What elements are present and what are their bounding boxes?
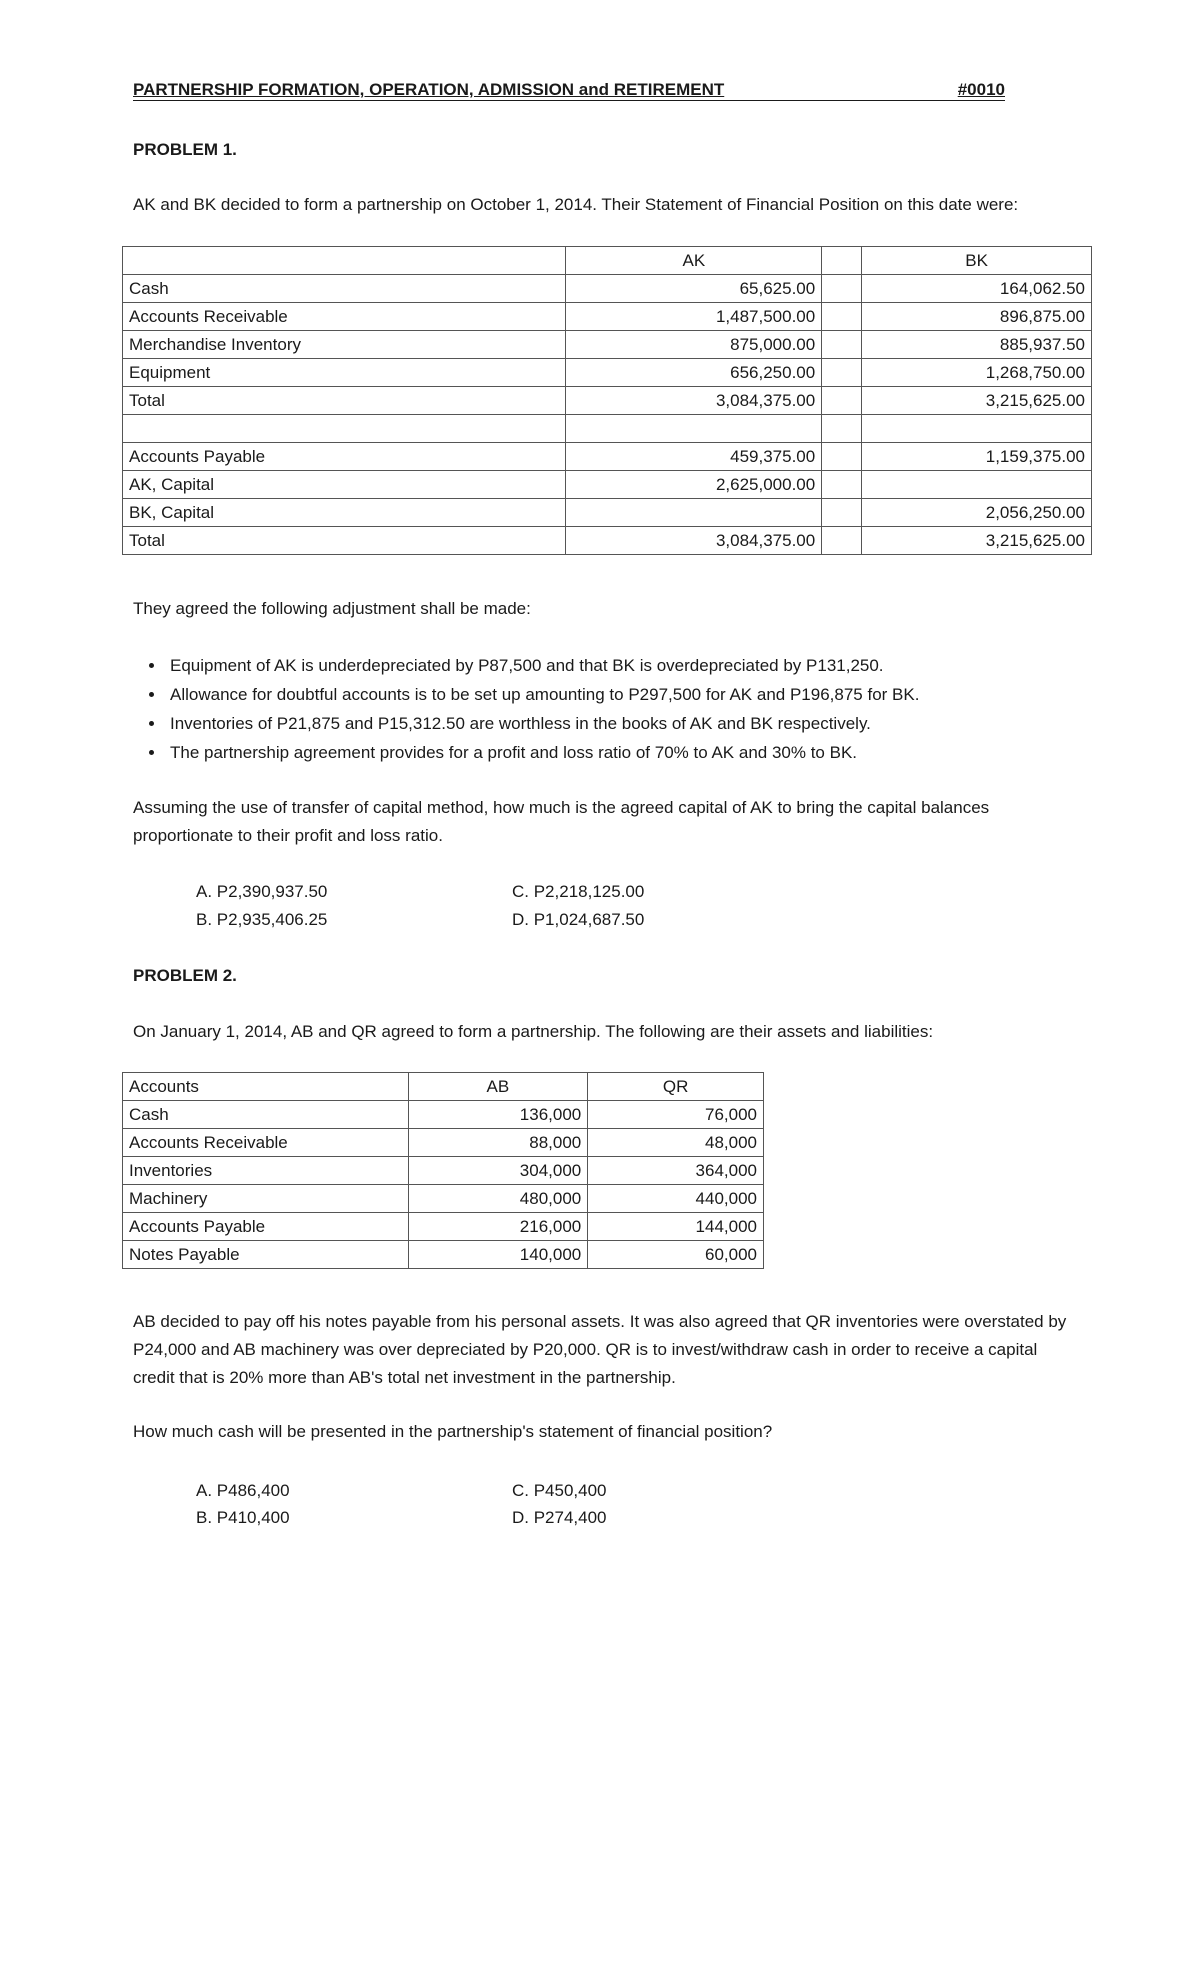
problem1-balance-table: [122, 246, 1092, 555]
ak-value: 1,487,500.00: [566, 303, 822, 331]
table-row: [123, 1185, 764, 1213]
problem1-question: Assuming the use of transfer of capital method, how much is the agreed capital of AK to bring the capital balances proportionate to their profit and loss ratio.: [133, 798, 990, 845]
row-label: Cash: [123, 1101, 409, 1129]
row-label: Cash: [123, 275, 566, 303]
table-row: [123, 303, 1092, 331]
problem2-intro: On January 1, 2014, AB and QR agreed to form a partnership. The following are their assets and liabilities:: [133, 1022, 934, 1041]
bk-value: 3,215,625.00: [862, 387, 1092, 415]
ak-value: 2,625,000.00: [566, 471, 822, 499]
table-row: [123, 471, 1092, 499]
qr-value: 48,000: [588, 1129, 764, 1157]
table-header-row: [123, 1073, 764, 1101]
ab-value: 304,000: [408, 1157, 588, 1185]
bk-value: 896,875.00: [862, 303, 1092, 331]
col-qr-header: QR: [588, 1073, 764, 1101]
problem2-question: How much cash will be presented in the partnership's statement of financial position?: [133, 1422, 773, 1441]
list-item: • Allowance for doubtful accounts is to be set up amounting to P297,500 for AK and P196,875 for BK.: [166, 680, 1066, 709]
qr-value: 364,000: [588, 1157, 764, 1185]
table-row: [123, 387, 1092, 415]
document-header: [133, 80, 1005, 104]
problem2-assets-table: [122, 1072, 764, 1269]
adjustments-list: [140, 651, 1066, 767]
ak-value: [566, 499, 822, 527]
row-label: Accounts Receivable: [123, 1129, 409, 1157]
problem1-intro: AK and BK decided to form a partnership on October 1, 2014. Their Statement of Financial Position on this date were:: [133, 195, 1019, 214]
adjustments-intro: They agreed the following adjustment shall be made:: [133, 599, 531, 618]
row-label: Equipment: [123, 359, 566, 387]
ab-value: 88,000: [408, 1129, 588, 1157]
problem1-heading: PROBLEM 1.: [133, 140, 237, 159]
row-label: BK, Capital: [123, 499, 566, 527]
ab-value: 480,000: [408, 1185, 588, 1213]
ak-value: 3,084,375.00: [566, 387, 822, 415]
list-item: • Inventories of P21,875 and P15,312.50 are worthless in the books of AK and BK respectively.: [166, 709, 1066, 738]
row-label: Merchandise Inventory: [123, 331, 566, 359]
ak-value: 459,375.00: [566, 443, 822, 471]
row-label: Accounts Payable: [123, 1213, 409, 1241]
bk-value: 1,159,375.00: [862, 443, 1092, 471]
table-row: [123, 331, 1092, 359]
problem1-option-a: A. P2,390,937.50: [196, 882, 328, 901]
col-bk-header: BK: [862, 247, 1092, 275]
ak-value: 875,000.00: [566, 331, 822, 359]
row-label: Total: [123, 527, 566, 555]
qr-value: 144,000: [588, 1213, 764, 1241]
problem2-option-c: C. P450,400: [512, 1481, 607, 1500]
row-label: Accounts Receivable: [123, 303, 566, 331]
table-header-row: [123, 247, 1092, 275]
header-underline: [133, 100, 1005, 101]
table-row: [123, 1157, 764, 1185]
row-label: Accounts Payable: [123, 443, 566, 471]
table-row: [123, 527, 1092, 555]
row-label: Notes Payable: [123, 1241, 409, 1269]
bk-value: 3,215,625.00: [862, 527, 1092, 555]
table-row: [123, 443, 1092, 471]
ab-value: 140,000: [408, 1241, 588, 1269]
col-ab-header: AB: [408, 1073, 588, 1101]
problem1-option-d: D. P1,024,687.50: [512, 910, 645, 929]
problem1-option-c: C. P2,218,125.00: [512, 882, 645, 901]
document-code: #0010: [957, 80, 1005, 99]
qr-value: 60,000: [588, 1241, 764, 1269]
table-row: [123, 1241, 764, 1269]
list-item: • The partnership agreement provides for a profit and loss ratio of 70% to AK and 30% to BK.: [166, 738, 1066, 767]
qr-value: 76,000: [588, 1101, 764, 1129]
table-row: [123, 1129, 764, 1157]
bk-value: [862, 471, 1092, 499]
problem2-option-a: A. P486,400: [196, 1481, 290, 1500]
bk-value: 164,062.50: [862, 275, 1092, 303]
list-item: • Equipment of AK is underdepreciated by P87,500 and that BK is overdepreciated by P131,250.: [166, 651, 1066, 680]
col-accounts-header: Accounts: [123, 1073, 409, 1101]
row-label: Inventories: [123, 1157, 409, 1185]
bk-value: 885,937.50: [862, 331, 1092, 359]
table-row: [123, 359, 1092, 387]
problem1-option-b: B. P2,935,406.25: [196, 910, 328, 929]
bk-value: 2,056,250.00: [862, 499, 1092, 527]
row-label: AK, Capital: [123, 471, 566, 499]
problem2-option-b: B. P410,400: [196, 1508, 290, 1527]
table-row: [123, 275, 1092, 303]
ak-value: 3,084,375.00: [566, 527, 822, 555]
table-row: [123, 1101, 764, 1129]
ab-value: 136,000: [408, 1101, 588, 1129]
ab-value: 216,000: [408, 1213, 588, 1241]
problem2-option-d: D. P274,400: [512, 1508, 607, 1527]
row-label: Total: [123, 387, 566, 415]
row-label: Machinery: [123, 1185, 409, 1213]
problem2-narrative: AB decided to pay off his notes payable from his personal assets. It was also agreed that QR inventories were overstated by P24,000 and AB machinery was over depreciated by P20,000. QR is to invest/withdraw cash in order to receive a capital credit that is 20% more than AB's total net investment in the partnership.: [133, 1312, 1067, 1387]
table-spacer-row: [123, 415, 1092, 443]
ak-value: 65,625.00: [566, 275, 822, 303]
table-row: [123, 1213, 764, 1241]
ak-value: 656,250.00: [566, 359, 822, 387]
bk-value: 1,268,750.00: [862, 359, 1092, 387]
qr-value: 440,000: [588, 1185, 764, 1213]
problem2-heading: PROBLEM 2.: [133, 966, 237, 985]
document-title: PARTNERSHIP FORMATION, OPERATION, ADMISSION and RETIREMENT: [133, 80, 725, 99]
col-ak-header: AK: [566, 247, 822, 275]
table-row: [123, 499, 1092, 527]
